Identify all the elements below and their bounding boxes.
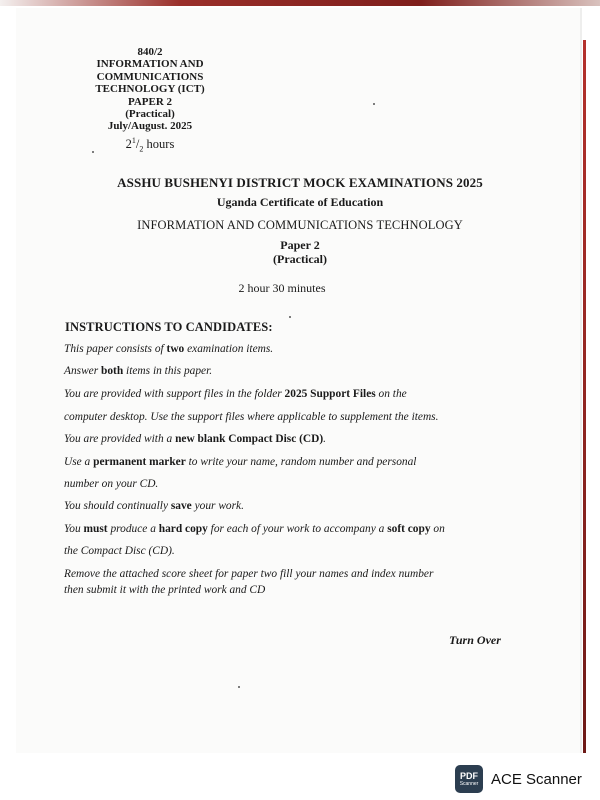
paper-info-block [74,46,226,156]
paper-type: (Practical) [125,108,175,121]
page-top-edge [0,0,600,6]
scan-speck [238,686,240,688]
instruction-item: You must produce a hard copy for each of your work to accompany a soft copy on [64,523,445,535]
paper-type-label: (Practical) [273,252,327,266]
paper-label: Paper 2 [280,238,320,252]
paper-duration: $2^1/_2$ hours [125,135,175,154]
paper-code: 840/2 [137,46,163,58]
paper-subject-line3: TECHNOLOGY (ICT) [95,83,205,96]
paper-number: PAPER 2 [127,95,173,108]
subject-name: INFORMATION AND COMMUNICATIONS TECHNOLOGY [137,218,463,232]
pdf-scanner-icon: PDF Scanner [455,765,483,793]
instruction-item: You should continually save your work. [64,500,244,512]
instruction-item: You are provided with a new blank Compact Disc (CD). [64,433,327,445]
duration-numerator: 1 [131,135,136,145]
exam-title: ASSHU BUSHENYI DISTRICT MOCK EXAMINATIONS 2025 [117,175,483,190]
turn-over-label: Turn Over [449,633,501,647]
instruction-item-continued: number on your CD. [64,478,159,490]
paper-subject-line1: INFORMATION AND [96,58,204,71]
scan-speck [92,151,94,153]
scan-speck [373,103,375,105]
instruction-item: Use a permanent marker to write your name, random number and personal [64,456,417,468]
scan-speck [289,316,291,318]
duration-whole: 2 [125,137,132,151]
instruction-item: You are provided with support files in the folder 2025 Support Files on the [64,388,407,400]
certificate-name: Uganda Certificate of Education [216,195,384,209]
instruction-item-continued: then submit it with the printed work and CD [64,584,266,596]
page-right-edge [583,40,586,755]
instruction-item-continued: computer desktop. Use the support files where applicable to supplement the items. [64,411,439,423]
paper-date: July/August. 2025 [107,120,193,133]
paper-heading [0,238,600,266]
scanner-name: ACE Scanner [491,770,582,788]
paper-subject-line2: COMMUNICATIONS [96,70,204,83]
time-allowed: 2 hour 30 minutes [238,281,326,295]
instructions-heading: INSTRUCTIONS TO CANDIDATES: [65,320,273,334]
instruction-item: Remove the attached score sheet for paper two fill your names and index number [64,568,434,580]
instruction-item: This paper consists of two examination items. [64,343,274,355]
duration-unit: hours [146,137,175,151]
duration-denominator: 2 [139,144,144,154]
instruction-item-continued: the Compact Disc (CD). [64,545,175,557]
scanner-watermark [455,765,582,793]
instruction-item: Answer both items in this paper. [64,365,213,377]
